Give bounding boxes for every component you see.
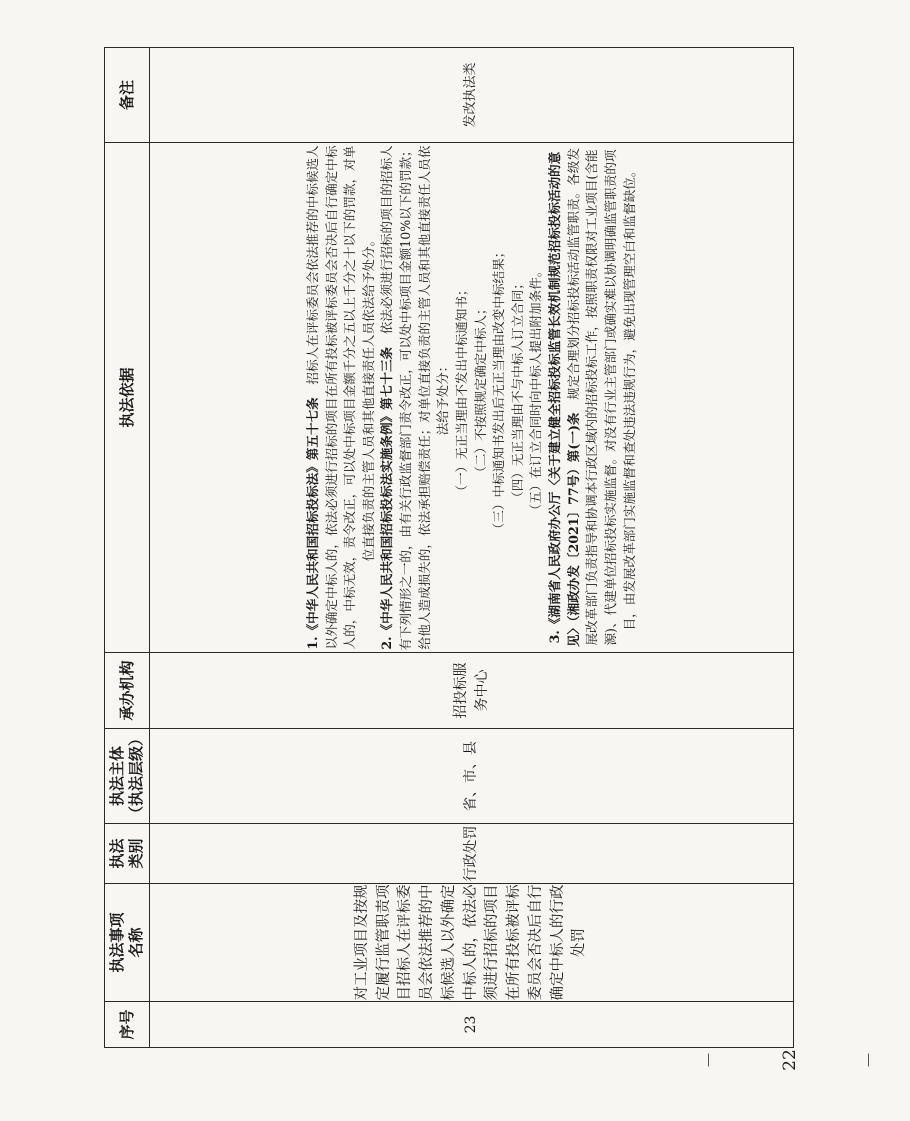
table-row (150, 48, 794, 1048)
basis-para-3 (546, 143, 639, 652)
page-number: － 22 － (700, 1049, 880, 1071)
header-org: 承办机构 (105, 653, 150, 729)
header-memo: 备注 (105, 48, 150, 143)
row-memo: 发改执法类 (150, 48, 794, 143)
basis-2-title: 2.《中华人民共和国招标投标法实施条例》第七十三条 (379, 346, 395, 650)
basis-3-text: 规定合理划分招标投标活动监管职责。各级发展改革部门负责指导和协调本行政区域内的招标投标工作，按照职责权限对工业项目(含能源)、代建单位招标投标实施监督。对没有行业主管部门或确实难以协调明确监管职责的项目，由发展改革部门实施监督和查处违法违规行为，避免出现管理空白和监督缺位。 (565, 148, 637, 646)
basis-1-title: 1.《中华人民共和国招标投标法》第五十七条 (304, 397, 320, 650)
header-subject: 执法主体 （执法层级） (105, 729, 150, 824)
basis-item-1: （一）无正当理由不发出中标通知书； (453, 283, 469, 498)
header-basis: 执法依据 (105, 143, 150, 653)
row-subject: 省、市、县 (150, 729, 794, 824)
basis-item-2: （二）不按照规定确定中标人； (472, 302, 488, 479)
rotated-page (104, 48, 794, 1048)
row-item-name: 对工业项目及按规定履行监管职责项目招标人在评标委员会依法推荐的中标候选人以外确定中标人的，依法必须进行招标的项目在所有投标被评标委员会否决后自行确定中标人的行政处罚 (150, 884, 794, 1002)
row-org: 招投标服务中心 (150, 653, 794, 729)
basis-para-2 (378, 143, 453, 652)
basis-item-4: （四）无正当理由不与中标人订立合同； (509, 277, 525, 504)
header-item-name: 执法事项 名称 (105, 884, 150, 1002)
row-type: 行政处罚 (150, 824, 794, 884)
basis-1-text: 招标人在评标委员会依法推荐的中标候选人以外确定中标人的，依法必须进行招标的项目在所有投标被评标委员会否决后自行确定中标人的，中标无效，责令改正，可以处中标项目金额千分之五以上千分之十以下的罚款，对单位直接负责的主管人员和其他直接责任人员依法给予处分。 (304, 145, 376, 650)
header-type: 执法 类别 (105, 824, 150, 884)
row-basis (150, 143, 794, 653)
basis-3-title: 3.《湖南省人民政府办公厅〈关于建立健全招标投标监管长效机制规范招标投标活动的意见〉（湘政办发〔2021〕77号）第(一)条 (547, 151, 581, 647)
basis-2-text: 依法必须进行招标的项目的招标人有下列情形之一的，由有关行政监督部门责令改正，可以处中标项目金额10%以下的罚款；给他人造成损失的，依法承担赔偿责任；对单位直接负责的主管人员和其他直接责任人员依法给予处分： (379, 144, 451, 651)
basis-item-3: （三）中标通知书发出后无正当理由改变中标结果； (491, 245, 507, 536)
header-seq: 序号 (105, 1002, 150, 1048)
row-seq: 23 (150, 1002, 794, 1048)
header-row (105, 48, 150, 1048)
basis-item-5: （五）在订立合同时向中标人提出附加条件。 (528, 264, 544, 517)
basis-para-1 (304, 143, 379, 652)
enforcement-table (104, 47, 794, 1048)
